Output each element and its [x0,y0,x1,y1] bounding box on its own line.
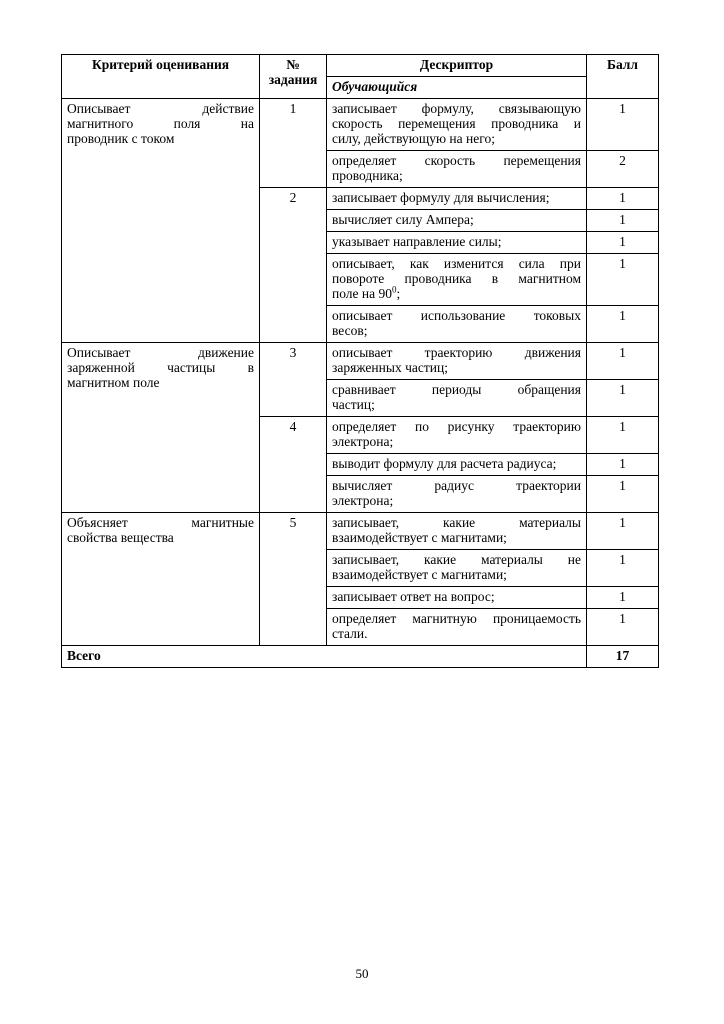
text-line: взаимодействует с магнитами; [332,567,507,582]
degree-superscript: 0 [392,284,397,295]
descriptor-cell [327,99,587,151]
assessment-rubric-table [61,54,659,668]
text-line: записывает, какие материалы не [332,552,581,567]
text-line: определяет скорость перемещения [332,153,581,168]
score-cell: 1 [587,232,659,254]
text-line: частиц; [332,397,375,412]
text-line: описывает использование токовых [332,308,581,323]
descriptor-cell [327,188,587,210]
text-line: Описывает движение [67,345,254,360]
text-line: Описывает действие [67,101,254,116]
descriptor-cell [327,232,587,254]
score-cell: 1 [587,609,659,646]
score-cell: 1 [587,587,659,609]
text-line: силу, действующую на него; [332,131,495,146]
score-cell: 1 [587,99,659,151]
descriptor-row [62,513,659,550]
criterion-cell [62,343,260,513]
descriptor-cell [327,513,587,550]
text-line: описывает траекторию движения [332,345,581,360]
task-number: 4 [260,417,327,513]
text-line: записывает формулу для вычисления; [332,190,550,205]
text-line: проводника; [332,168,403,183]
text-line: весов; [332,323,368,338]
text-line: проводник с током [67,131,175,146]
header-learner: Обучающийся [327,77,587,99]
task-number: 3 [260,343,327,417]
page-number: 50 [355,966,369,981]
text-line: заряженных частиц; [332,360,448,375]
text-line: сравнивает периоды обращения [332,382,581,397]
text-line: выводит формулу для расчета радиуса; [332,456,557,471]
descriptor-row [62,343,659,380]
descriptor-cell [327,587,587,609]
text-line: электрона; [332,493,394,508]
score-cell: 1 [587,343,659,380]
header-task-number-symbol: № [286,57,300,72]
text-line: вычисляет радиус траектории [332,478,581,493]
text-line: магнитном поле [67,375,160,390]
text-line: определяет по рисунку траекторию [332,419,581,434]
descriptor-cell [327,254,587,306]
text-line: взаимодействует с магнитами; [332,530,507,545]
text-line: записывает ответ на вопрос; [332,589,495,604]
text-line: описывает, как изменится сила при [332,256,581,271]
text-line: магнитного поля на [67,116,254,131]
text-line: повороте проводника в магнитном [332,271,581,286]
total-value: 17 [587,646,659,668]
header-task-number-word: задания [268,72,318,87]
text-fragment: ; [396,286,401,301]
text-line: определяет магнитную проницаемость [332,611,581,626]
score-cell: 1 [587,210,659,232]
total-row [62,646,659,668]
descriptor-cell [327,343,587,380]
text-line: электрона; [332,434,394,449]
criterion-cell [62,99,260,343]
descriptor-cell [327,306,587,343]
text-line: вычисляет силу Ампера; [332,212,474,227]
score-cell: 1 [587,254,659,306]
score-cell: 1 [587,513,659,550]
text-line: указывает направление силы; [332,234,502,249]
header-row [62,55,659,77]
score-cell: 1 [587,454,659,476]
descriptor-row [62,99,659,151]
descriptor-cell [327,454,587,476]
text-line: записывает формулу, связывающую [332,101,581,116]
header-descriptor: Дескриптор [327,55,587,77]
header-criterion: Критерий оценивания [62,55,260,99]
text-line: Объясняет магнитные [67,515,254,530]
descriptor-cell [327,550,587,587]
descriptor-cell [327,210,587,232]
text-line: свойства вещества [67,530,174,545]
total-label: Всего [62,646,587,668]
header-score: Балл [587,55,659,99]
criterion-cell [62,513,260,646]
text-line: стали. [332,626,368,641]
header-task-number [260,55,327,99]
text-line: скорость перемещения проводника и [332,116,581,131]
text-line: записывает, какие материалы [332,515,581,530]
descriptor-cell [327,151,587,188]
descriptor-cell [327,476,587,513]
descriptor-cell [327,417,587,454]
rubric-body [62,99,659,646]
task-number: 2 [260,188,327,343]
score-cell: 1 [587,476,659,513]
score-cell: 2 [587,151,659,188]
text-line: заряженной частицы в [67,360,254,375]
score-cell: 1 [587,417,659,454]
score-cell: 1 [587,550,659,587]
text-fragment: поле на 90 [332,286,392,301]
descriptor-cell [327,609,587,646]
score-cell: 1 [587,380,659,417]
task-number: 1 [260,99,327,188]
descriptor-cell [327,380,587,417]
score-cell: 1 [587,306,659,343]
task-number: 5 [260,513,327,646]
score-cell: 1 [587,188,659,210]
text-line [332,286,581,301]
